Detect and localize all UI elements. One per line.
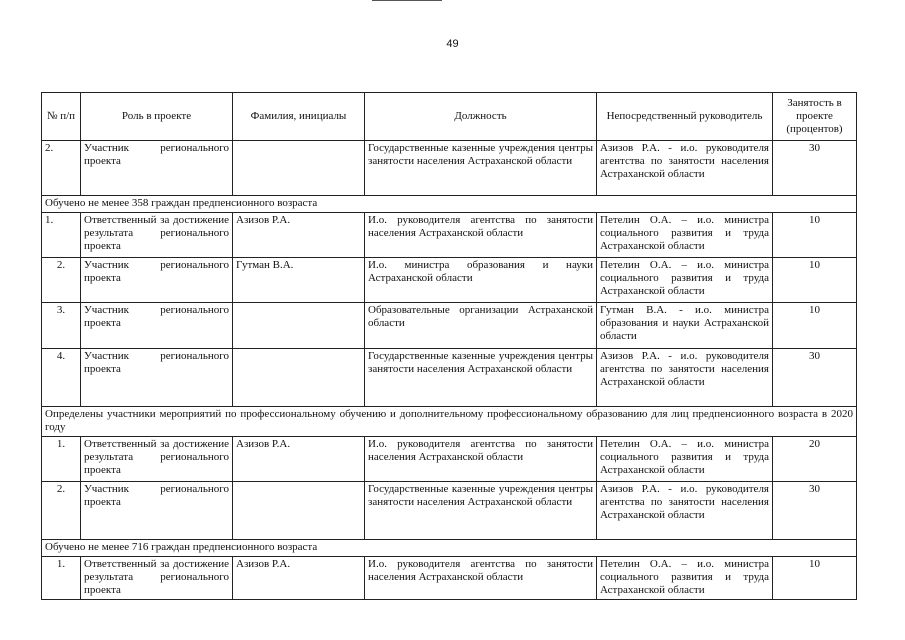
table-row [42, 437, 857, 482]
top-rule [372, 0, 442, 1]
page-number: 49 [446, 38, 459, 50]
row-num: 1. [42, 557, 81, 600]
row-position: Государственные казенные учреждения центры занятости населения Астраханской области [365, 141, 597, 196]
header-name: Фамилия, инициалы [233, 93, 365, 141]
row-load: 30 [773, 349, 857, 407]
row-supervisor: Азизов Р.А. - и.о. руководителя агентства по занятости населения Астраханской области [597, 349, 773, 407]
section-row [42, 540, 857, 557]
row-position: И.о. руководителя агентства по занятости населения Астраханской области [365, 557, 597, 600]
row-position: Образовательные организации Астраханской области [365, 303, 597, 349]
header-position: Должность [365, 93, 597, 141]
table-header-row [42, 93, 857, 141]
row-supervisor: Азизов Р.А. - и.о. руководителя агентства по занятости населения Астраханской области [597, 141, 773, 196]
section-title: Обучено не менее 716 граждан предпенсионного возраста [42, 540, 857, 557]
row-role: Участник регионального проекта [81, 349, 233, 407]
row-role: Участник регионального проекта [81, 482, 233, 540]
row-supervisor: Петелин О.А. – и.о. министра социального развития и труда Астраханской области [597, 213, 773, 258]
row-role: Участник регионального проекта [81, 141, 233, 196]
row-role: Участник регионального проекта [81, 258, 233, 303]
header-role: Роль в проекте [81, 93, 233, 141]
row-position: И.о. руководителя агентства по занятости населения Астраханской области [365, 213, 597, 258]
row-name [233, 349, 365, 407]
row-load: 30 [773, 482, 857, 540]
row-num: 2. [42, 258, 81, 303]
row-position: И.о. министра образования и науки Астраханской области [365, 258, 597, 303]
row-num: 4. [42, 349, 81, 407]
row-name: Азизов Р.А. [233, 557, 365, 600]
row-name [233, 141, 365, 196]
row-num: 1. [42, 437, 81, 482]
section-title: Определены участники мероприятий по профессиональному обучению и дополнительному профессиональному образованию для лиц предпенсионного возраста в 2020 году [42, 407, 857, 437]
row-position: Государственные казенные учреждения центры занятости населения Астраханской области [365, 349, 597, 407]
header-num: № п/п [42, 93, 81, 141]
row-supervisor: Петелин О.А. – и.о. министра социального развития и труда Астраханской области [597, 258, 773, 303]
section-row [42, 407, 857, 437]
header-supervisor: Непосредственный руководитель [597, 93, 773, 141]
row-position: Государственные казенные учреждения центры занятости населения Астраханской области [365, 482, 597, 540]
project-participants-table [41, 92, 857, 600]
row-num: 3. [42, 303, 81, 349]
row-position: И.о. руководителя агентства по занятости населения Астраханской области [365, 437, 597, 482]
row-load: 20 [773, 437, 857, 482]
row-role: Ответственный за достижение результата регионального проекта [81, 437, 233, 482]
row-role: Ответственный за достижение результата регионального проекта [81, 557, 233, 600]
row-supervisor: Петелин О.А. – и.о. министра социального развития и труда Астраханской области [597, 437, 773, 482]
row-name: Гутман В.А. [233, 258, 365, 303]
row-load: 10 [773, 557, 857, 600]
table-row [42, 258, 857, 303]
row-num: 2. [42, 482, 81, 540]
row-load: 10 [773, 213, 857, 258]
row-num: 1. [42, 213, 81, 258]
table-row [42, 213, 857, 258]
row-name: Азизов Р.А. [233, 437, 365, 482]
section-row [42, 196, 857, 213]
table-row [42, 482, 857, 540]
row-name [233, 303, 365, 349]
row-supervisor: Петелин О.А. – и.о. министра социального развития и труда Астраханской области [597, 557, 773, 600]
row-load: 10 [773, 258, 857, 303]
row-load: 30 [773, 141, 857, 196]
row-supervisor: Азизов Р.А. - и.о. руководителя агентства по занятости населения Астраханской области [597, 482, 773, 540]
row-name: Азизов Р.А. [233, 213, 365, 258]
row-role: Ответственный за достижение результата регионального проекта [81, 213, 233, 258]
row-num: 2. [42, 141, 81, 196]
header-load: Занятость в проекте (процентов) [773, 93, 857, 141]
table-row [42, 303, 857, 349]
row-role: Участник регионального проекта [81, 303, 233, 349]
table-row [42, 557, 857, 600]
row-supervisor: Гутман В.А. - и.о. министра образования и науки Астраханской области [597, 303, 773, 349]
row-load: 10 [773, 303, 857, 349]
section-title: Обучено не менее 358 граждан предпенсионного возраста [42, 196, 857, 213]
table-row [42, 349, 857, 407]
row-name [233, 482, 365, 540]
table-row [42, 141, 857, 196]
